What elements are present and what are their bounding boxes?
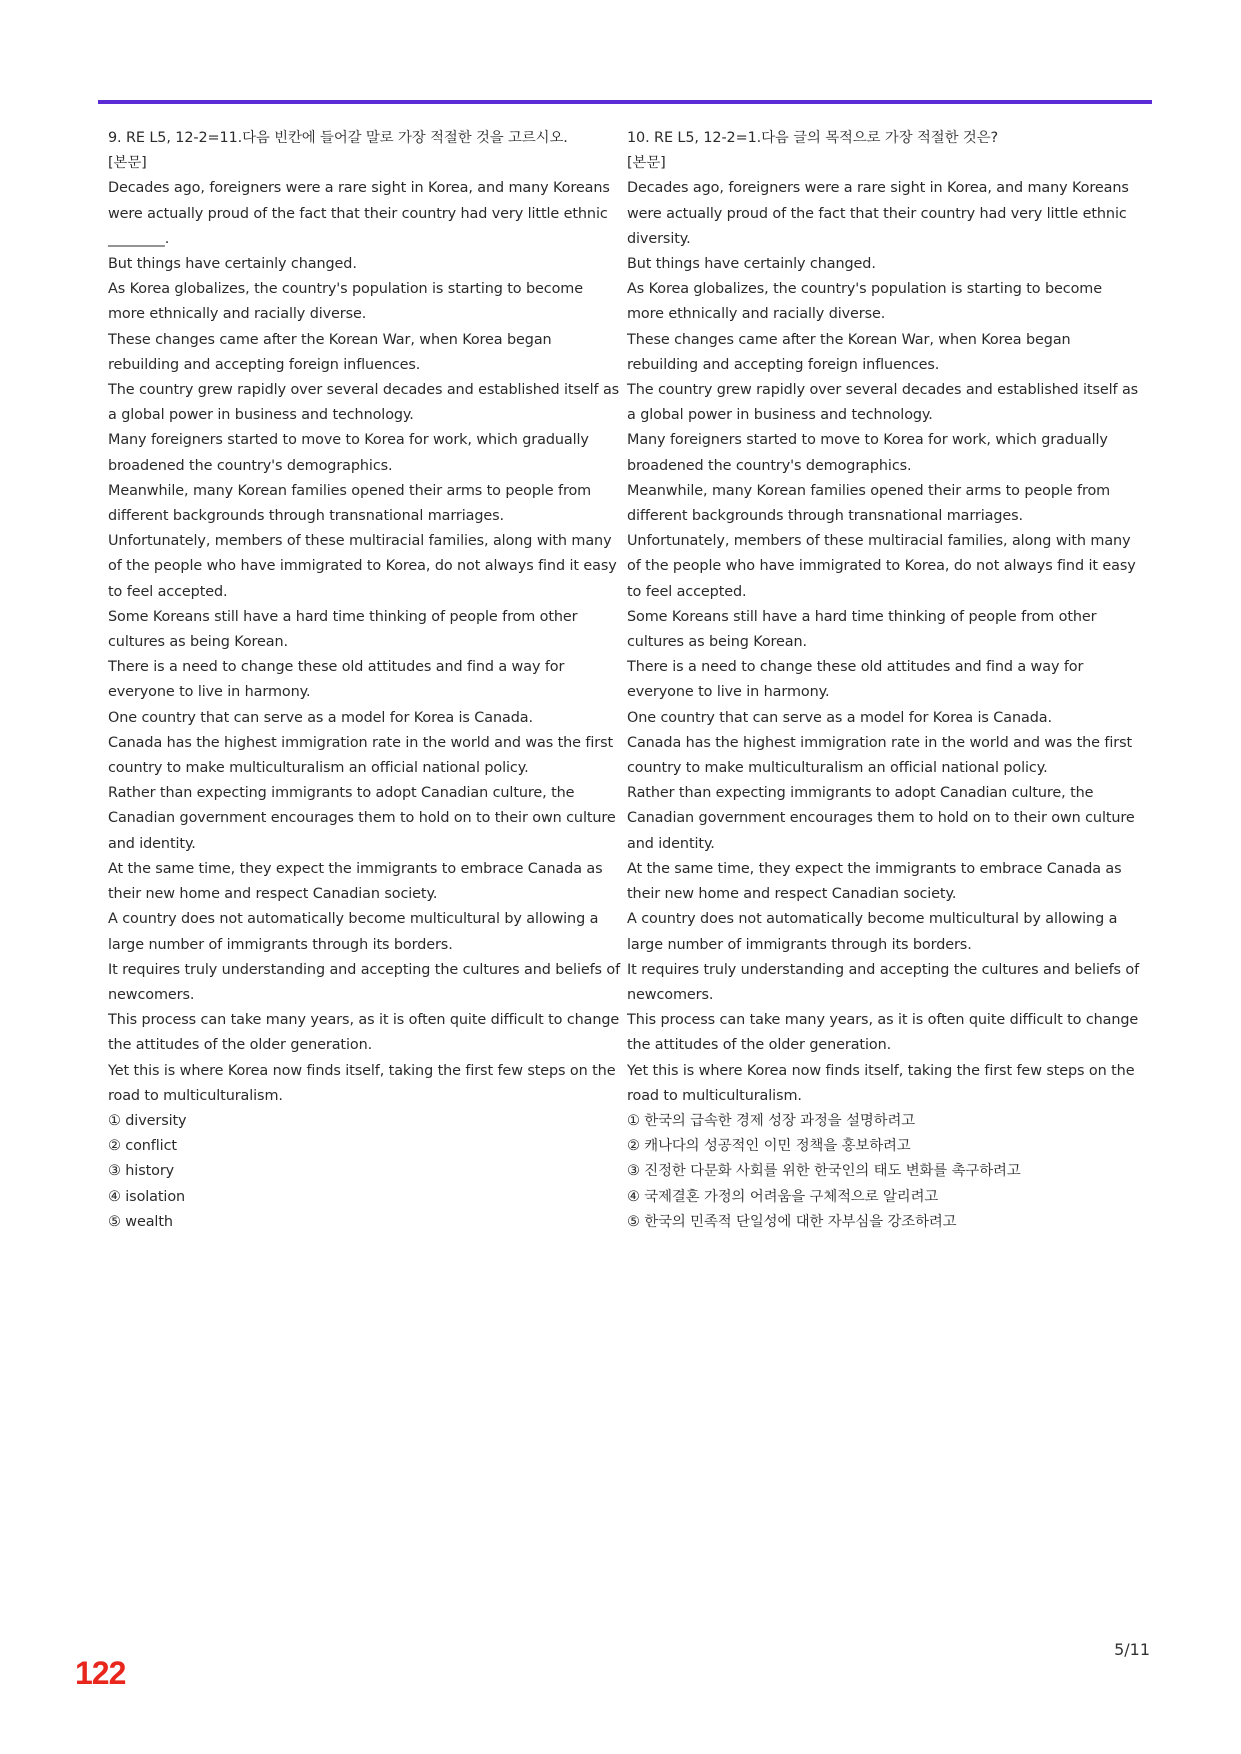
sentence: This process can take many years, as it is often quite difficult to change the attitudes of the older generation. [627,1012,1139,1054]
option-4: ④ 국제결혼 가정의 어려움을 구체적으로 알리려고 [627,1188,939,1205]
question-10-title: 10. RE L5, 12-2=1.다음 글의 목적으로 가장 적절한 것은? [627,130,999,146]
question-10-tag: [본문] [627,155,666,172]
sentence: Unfortunately, members of these multiracial families, along with many of the people who have immigrated to Korea, do not always find it easy to feel accepted. [627,533,1136,600]
sentence: These changes came after the Korean War, when Korea began rebuilding and accepting foreign influences. [627,331,1071,373]
sentence: Canada has the highest immigration rate in the world and was the first country to make multiculturalism an official national policy. [627,734,1133,777]
sentence: This process can take many years, as it is often quite difficult to change the attitudes of the older generation. [108,1012,620,1054]
sentence: It requires truly understanding and accepting the cultures and beliefs of newcomers. [627,961,1140,1003]
option-3: ③ history [108,1163,175,1180]
question-9-first-sentence: Decades ago, foreigners were a rare sight in Korea, and many Koreans were actually proud of the fact that their country had very little ethnic [108,180,610,222]
sentence: Some Koreans still have a hard time thinking of people from other cultures as being Korean. [108,608,578,651]
sentence: There is a need to change these old attitudes and find a way for everyone to live in harmony. [627,659,1084,701]
sentence: Decades ago, foreigners were a rare sight in Korea, and many Koreans were actually proud of the fact that their country had very little ethnic diversity. [627,180,1129,247]
sentence: Some Koreans still have a hard time thinking of people from other cultures as being Korean. [627,608,1097,651]
sentence: Unfortunately, members of these multiracial families, along with many of the people who have immigrated to Korea, do not always find it easy to feel accepted. [108,533,617,600]
sentence: A country does not automatically become multicultural by allowing a large number of immigrants through its borders. [627,911,1118,953]
option-1: ① diversity [108,1112,187,1129]
sentence: Yet this is where Korea now finds itself, taking the first few steps on the road to multiculturalism. [627,1062,1135,1104]
sentence: The country grew rapidly over several decades and established itself as a global power in business and technology. [108,382,620,424]
sentence: Rather than expecting immigrants to adopt Canadian culture, the Canadian government encourages them to hold on to their own culture and identity. [627,785,1135,852]
question-10 [627,126,1143,1235]
question-9 [108,126,624,1235]
sentence: It requires truly understanding and accepting the cultures and beliefs of newcomers. [108,961,621,1003]
sentence: But things have certainly changed. [627,256,876,273]
sentence: At the same time, they expect the immigrants to embrace Canada as their new home and respect Canadian society. [108,860,603,903]
sentence: These changes came after the Korean War, when Korea began rebuilding and accepting foreign influences. [108,331,552,373]
sentence: Canada has the highest immigration rate in the world and was the first country to make multiculturalism an official national policy. [108,734,614,777]
sentence: But things have certainly changed. [108,256,357,273]
sentence: A country does not automatically become multicultural by allowing a large number of immigrants through its borders. [108,911,599,953]
page-number: 122 [75,1655,126,1691]
sentence: As Korea globalizes, the country's population is starting to become more ethnically and racially diverse. [108,281,583,323]
sentence: Yet this is where Korea now finds itself, taking the first few steps on the road to multiculturalism. [108,1062,616,1104]
page-counter: 5/11 [1114,1640,1150,1659]
sentence: Meanwhile, many Korean families opened their arms to people from different backgrounds through transnational marriages. [627,482,1111,525]
sentence: Many foreigners started to move to Korea for work, which gradually broadened the country's demographics. [627,432,1108,474]
question-9-blank: ________. [108,230,170,247]
top-divider [98,100,1152,104]
option-2: ② 캐나다의 성공적인 이민 정책을 홍보하려고 [627,1138,911,1155]
sentence: Many foreigners started to move to Korea for work, which gradually broadened the country's demographics. [108,432,589,474]
question-9-tag: [본문] [108,155,147,172]
sentence: As Korea globalizes, the country's population is starting to become more ethnically and racially diverse. [627,281,1102,323]
option-5: ⑤ 한국의 민족적 단일성에 대한 자부심을 강조하려고 [627,1213,957,1230]
sentence: The country grew rapidly over several decades and established itself as a global power in business and technology. [627,382,1139,424]
option-2: ② conflict [108,1138,177,1155]
sentence: At the same time, they expect the immigrants to embrace Canada as their new home and respect Canadian society. [627,860,1122,903]
sentence: One country that can serve as a model for Korea is Canada. [627,709,1052,726]
sentence: Meanwhile, many Korean families opened their arms to people from different backgrounds through transnational marriages. [108,482,592,525]
question-9-title: 9. RE L5, 12-2=11.다음 빈칸에 들어갈 말로 가장 적절한 것을 고르시오. [108,130,568,146]
sentence: There is a need to change these old attitudes and find a way for everyone to live in harmony. [108,659,565,701]
option-4: ④ isolation [108,1188,186,1205]
sentence: Rather than expecting immigrants to adopt Canadian culture, the Canadian government encourages them to hold on to their own culture and identity. [108,785,616,852]
option-1: ① 한국의 급속한 경제 성장 과정을 설명하려고 [627,1112,916,1129]
sentence: One country that can serve as a model for Korea is Canada. [108,709,533,726]
option-5: ⑤ wealth [108,1213,173,1230]
option-3: ③ 진정한 다문화 사회를 위한 한국인의 태도 변화를 촉구하려고 [627,1163,1021,1180]
